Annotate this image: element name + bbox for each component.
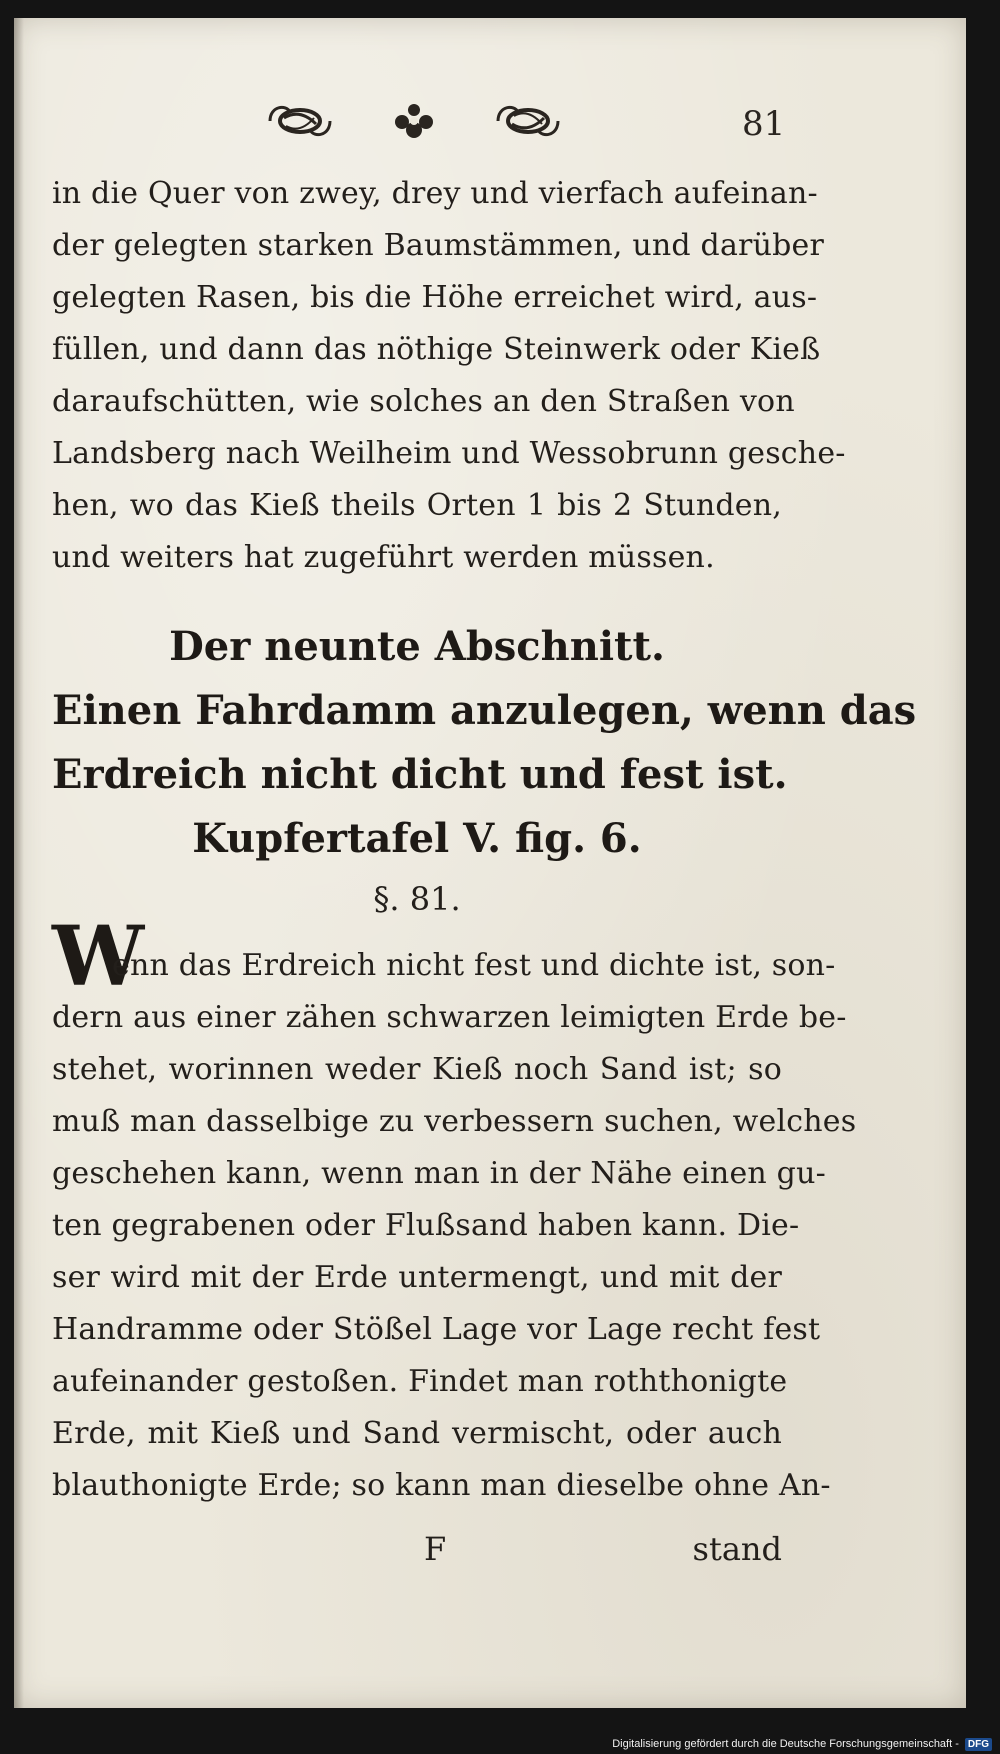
plate-reference: [52, 808, 782, 870]
page-footer: [52, 1530, 782, 1580]
text-line: der gelegten starken Baumstämmen, und darüber: [52, 228, 824, 263]
text-line: aufeinander gestoßen. Findet man roththonigte: [52, 1364, 788, 1399]
paragraph-main: [52, 940, 857, 1512]
chapter-subtitle: [52, 744, 788, 806]
chapter-heading: [52, 616, 782, 678]
text-line: stehet, worinnen weder Kieß noch Sand ist; so: [52, 1052, 782, 1087]
dfg-logo-icon: DFG: [965, 1738, 992, 1751]
drop-cap: W: [52, 909, 145, 1005]
text-line: Erde, mit Kieß und Sand vermischt, oder auch: [52, 1416, 782, 1451]
catchword: stand: [692, 1530, 782, 1568]
plate-reference-line: Kupfertafel V. fig. 6.: [192, 815, 642, 862]
chapter-subtitle-line: Erdreich nicht dicht und fest ist.: [52, 751, 788, 798]
paragraph-continued: [52, 168, 846, 584]
section-number: §. 81.: [373, 880, 461, 918]
text-line: hen, wo das Kieß theils Orten 1 bis 2 Stunden,: [52, 488, 782, 523]
text-line: muß man dasselbige zu verbessern suchen, welches: [52, 1104, 857, 1139]
page-gutter-shadow: [14, 18, 24, 1708]
text-line: und weiters hat zugeführt werden müssen.: [52, 540, 715, 575]
chapter-subtitle-line: Einen Fahrdamm anzulegen, wenn das: [52, 687, 917, 734]
scroll-ornament-icon: [492, 100, 564, 142]
chapter-subtitle: [52, 680, 917, 742]
text-line: ser wird mit der Erde untermengt, und mit der: [52, 1260, 782, 1295]
text-line: Handramme oder Stößel Lage vor Lage recht fest: [52, 1312, 821, 1347]
text-line: Landsberg nach Weilheim und Wessobrunn gesche-: [52, 436, 846, 471]
floral-ornament-icon: [389, 100, 439, 142]
text-line: füllen, und dann das nöthige Steinwerk oder Kieß: [52, 332, 821, 367]
text-line: blauthonigte Erde; so kann man dieselbe ohne An-: [52, 1468, 831, 1503]
scroll-ornament-icon: [264, 100, 336, 142]
text-line: geschehen kann, wenn man in der Nähe einen gu-: [52, 1156, 826, 1191]
text-line: ten gegrabenen oder Flußsand haben kann. Die-: [52, 1208, 800, 1243]
credit-text: Digitalisierung gefördert durch die Deutsche Forschungsgemeinschaft -: [612, 1738, 959, 1750]
page-number: 81: [742, 104, 786, 144]
digitization-credit-bar: [0, 1734, 1000, 1754]
book-page: [14, 18, 966, 1708]
signature-mark: F: [424, 1530, 447, 1568]
page-header-ornaments: [264, 96, 564, 146]
text-line: daraufschütten, wie solches an den Straßen von: [52, 384, 795, 419]
chapter-title: Der neunte Abschnitt.: [169, 623, 665, 670]
text-line: gelegten Rasen, bis die Höhe erreichet wird, aus-: [52, 280, 818, 315]
text-line: in die Quer von zwey, drey und vierfach aufeinan-: [52, 176, 818, 211]
text-line: dern aus einer zähen schwarzen leimigten Erde be-: [52, 1000, 847, 1035]
text-line: enn das Erdreich nicht fest und dichte ist, son-: [112, 948, 836, 983]
